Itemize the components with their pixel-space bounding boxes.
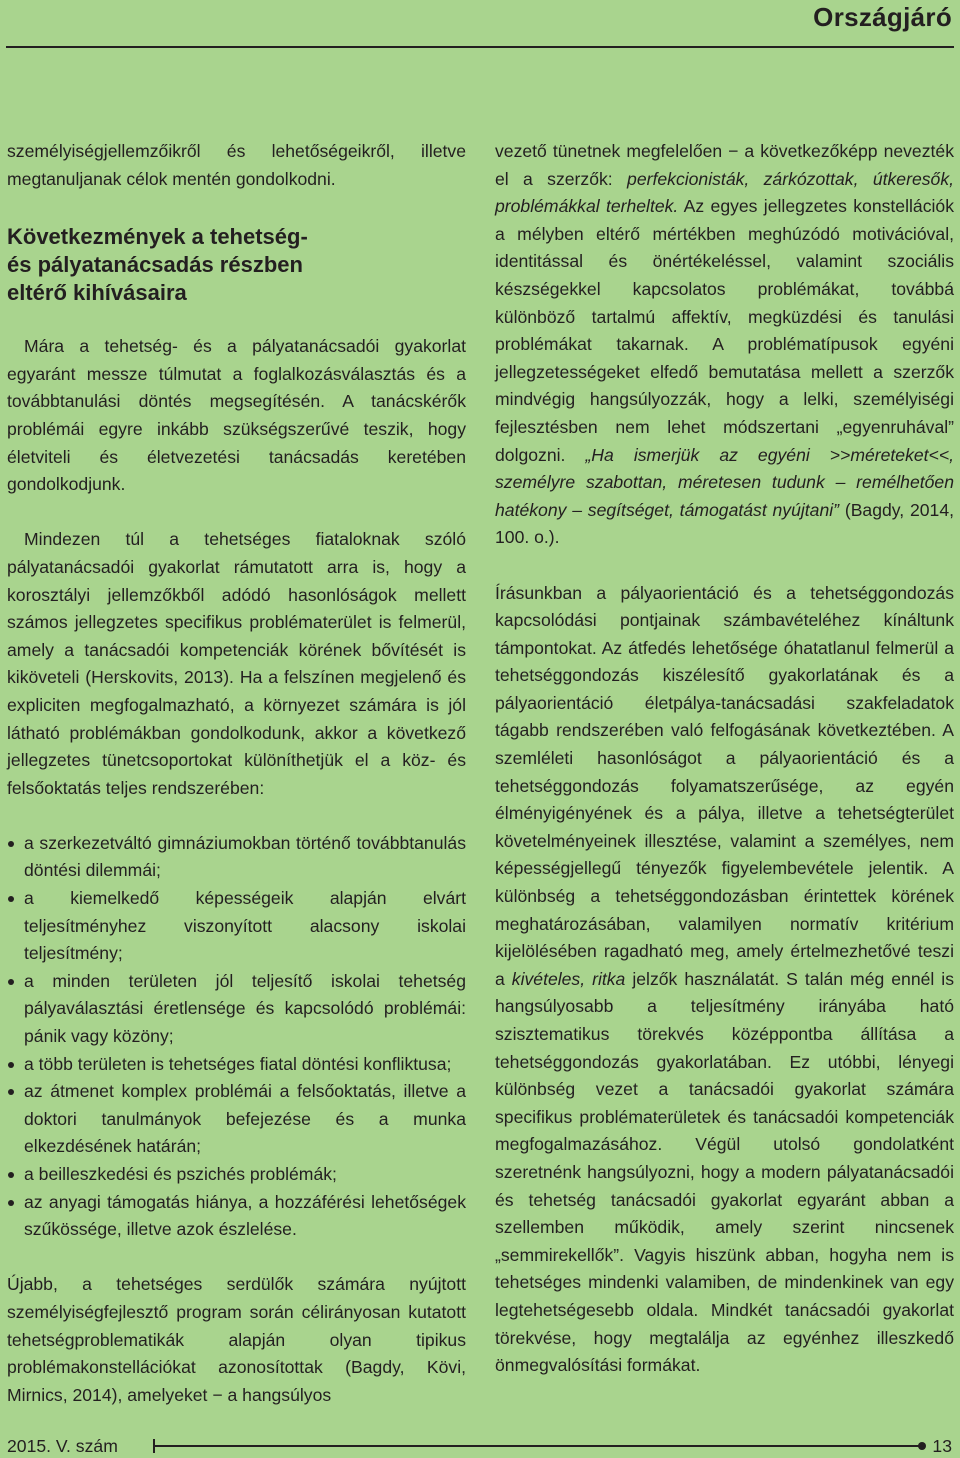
text-span: jelzők használatát. S talán még ennél is hangsúlyosabb a teljesítmény irányába ható szisztematikus törekvés középpontba állítása a tehetséggondozás gyakorlatában. Ez utóbbi, lényegi különbség vezet a tanácsadói gyakorlat számára specifikus problématerületek és tanácsadói kompetenciák megfogalmazásához. Végül utolsó gondolatként szeretnénk hangsúlyozni, hogy a modern pályatanácsadói és tehetség tanácsadói gyakorlat egyaránt abban a szellemben működik, amely szerint nincsenek „semmirekellők”. Vagyis hiszünk abban, hogyha nem is tehetséges mindenki valamiben, de mindenkinek van egy legtehetségesebb oldala. Mindkét tanácsadói gyakorlat törekvése, hogy megtalálja az egyénhez illeszkedő önmegvalósítási formákat. — [495, 968, 954, 1376]
section-title: Országjáró — [813, 2, 952, 32]
footer-rule — [153, 1445, 924, 1447]
text-span: Az egyes jellegzetes konstellációk a mélyben eltérő mértékben meghúzódó motivációval, identitással és önértékeléssel, valamint szociális készségekkel kapcsolatos problémákat, továbbá különböző tartalmú affektív, megküzdési és tanulási problémákat takarnak. A problématípusok egyéni jellegzetességeket elfedő bemutatása mellett a szerzők mindvégig hangsúlyozzák, hogy a lelki, személyiségi fejlesztésben nem lehet módszertani „egyenruhával” dolgozni. — [495, 196, 954, 465]
footer-dot-icon — [918, 1442, 926, 1450]
bullet-icon — [8, 979, 14, 985]
issue-label: 2015. V. szám — [7, 1436, 118, 1456]
header-rule — [6, 46, 954, 48]
text-span: Írásunkban a pályaorientáció és a tehetséggondozás kapcsolódási pontjainak számbavételéhez kínáltunk támpontokat. Az átfedés lehetősége óhatatlanul felmerül a tehetséggondozás kiszélesítő gyakorlatának és a pályaorientáció életpálya-tanácsadási szakfeladatok tágabb rendszerében való felfogásának következtében. A szemléleti hasonlóságot a pályaorientáció és a tehetséggondozás folyamatszerűsége, az egyén élményigényének és a pálya, illetve a tehetségterület követelményeinek illesztése, valamint a személyes, nem képességjellegű tényezők figyelembevétele jelentik. A különbség a tehetséggondozásban érintettek körének meghatározásában, valamilyen normatív kritérium kijelölésében ragadható meg, amely értelmezhetővé teszi a — [495, 582, 954, 989]
heading-line-2: és pályatanácsadás részben — [7, 252, 303, 278]
list-item — [7, 1051, 466, 1079]
bullet-icon — [8, 841, 14, 847]
list-item — [7, 1078, 466, 1161]
left-column — [7, 138, 466, 1409]
paragraph-2: Mindezen túl a tehetséges fiataloknak szóló pályatanácsadói gyakorlat rámutatott arra is, hogy a korosztályi jellemzőkből adódó hasonlóságok mellett számos jellegzetes specifikus problématerület is felmerül, amely a tanácsadói kompetenciák körének bővítését is kiköveteli (Herskovits, 2013). Ha a felszínen megjelenő és expliciten megfogalmazható, a környezet számára is jól látható problémákban gondolkodunk, akkor a következő jellegzetes tünetcsoportokat különíthetjük el a köz- és felsőoktatás teljes rendszerében: — [7, 529, 466, 798]
heading-line-3: eltérő kihívásaira — [7, 280, 187, 306]
bullet-icon — [8, 896, 14, 902]
bullet-icon — [8, 1089, 14, 1095]
list-item — [7, 830, 466, 885]
list-item-text: a több területen is tehetséges fiatal döntési konfliktusa; — [24, 1053, 452, 1074]
italic-span: perfekcionisták, zárkózottak, útkeresők, problémákkal terheltek. — [495, 168, 954, 217]
paragraph-3: Újabb, a tehetséges serdülők számára nyújtott személyiségfejlesztő program során célirányosan kutatott tehetségproblematikák alapján olyan tipikus problémakonstellációkat azonosítottak (Bagdy, Kövi, Mirnics, 2014), amelyeket − a hangsúlyos — [7, 1274, 466, 1405]
paragraph-1: Mára a tehetség- és a pályatanácsadói gyakorlat egyaránt messze túlmutat a foglalkozásválasztás és a továbbtanulási döntés megsegítésén. A tanácskérők problémái egyre inkább szükségszerűvé teszik, hogy életviteli és életvezetési tanácsadás keretében gondolkodjunk. — [7, 336, 466, 495]
intro-paragraph: személyiségjellemzőikről és lehetőségeikről, illetve megtanuljanak célok mentén gondolkodni. — [7, 141, 466, 189]
right-paragraph-2 — [495, 580, 954, 1380]
list-item — [7, 968, 466, 1051]
citation-span: (Bagdy, 2014, 100. o.). — [495, 499, 954, 548]
right-column — [495, 138, 954, 1380]
list-item — [7, 885, 466, 968]
bullet-icon — [8, 1062, 14, 1068]
list-item-text: a szerkezetváltó gimnáziumokban történő továbbtanulás döntési dilemmái; — [24, 832, 466, 881]
list-item-text: a beilleszkedési és pszichés problémák; — [24, 1164, 337, 1184]
list-item — [7, 1189, 466, 1244]
page-number: 13 — [932, 1436, 952, 1456]
symptom-list — [7, 830, 466, 1244]
right-paragraph-1 — [495, 138, 954, 552]
quote-span: „Ha ismerjük az egyéni >>méreteket<<, személyre szabottan, méretesen tudunk – remélhetően hatékony – segítséget, támogatást nyújtani” — [495, 444, 954, 520]
bullet-icon — [8, 1172, 14, 1178]
list-item — [7, 1161, 466, 1189]
heading-line-1: Következmények a tehetség- — [7, 224, 308, 250]
list-item-text: az átmenet komplex problémái a felsőoktatás, illetve a doktori tanulmányok befejezése és a munka elkezdésének határán; — [24, 1081, 466, 1157]
list-item-text: az anyagi támogatás hiánya, a hozzáférési lehetőségek szűkössége, illetve azok észlelése. — [24, 1191, 466, 1240]
bullet-icon — [8, 1200, 14, 1206]
italic-span: kivételes, ritka — [511, 968, 626, 989]
text-span: vezető tünetnek megfelelően − a következőképp nevezték el a szerzők: — [495, 141, 954, 189]
list-item-text: a kiemelkedő képességeik alapján elvárt teljesítményhez viszonyított alacsony iskolai teljesítmény; — [24, 888, 466, 964]
list-item-text: a minden területen jól teljesítő iskolai tehetség pályaválasztási éretlensége és kapcsolódó problémái: pánik vagy közöny; — [24, 970, 466, 1047]
section-heading — [7, 219, 466, 307]
